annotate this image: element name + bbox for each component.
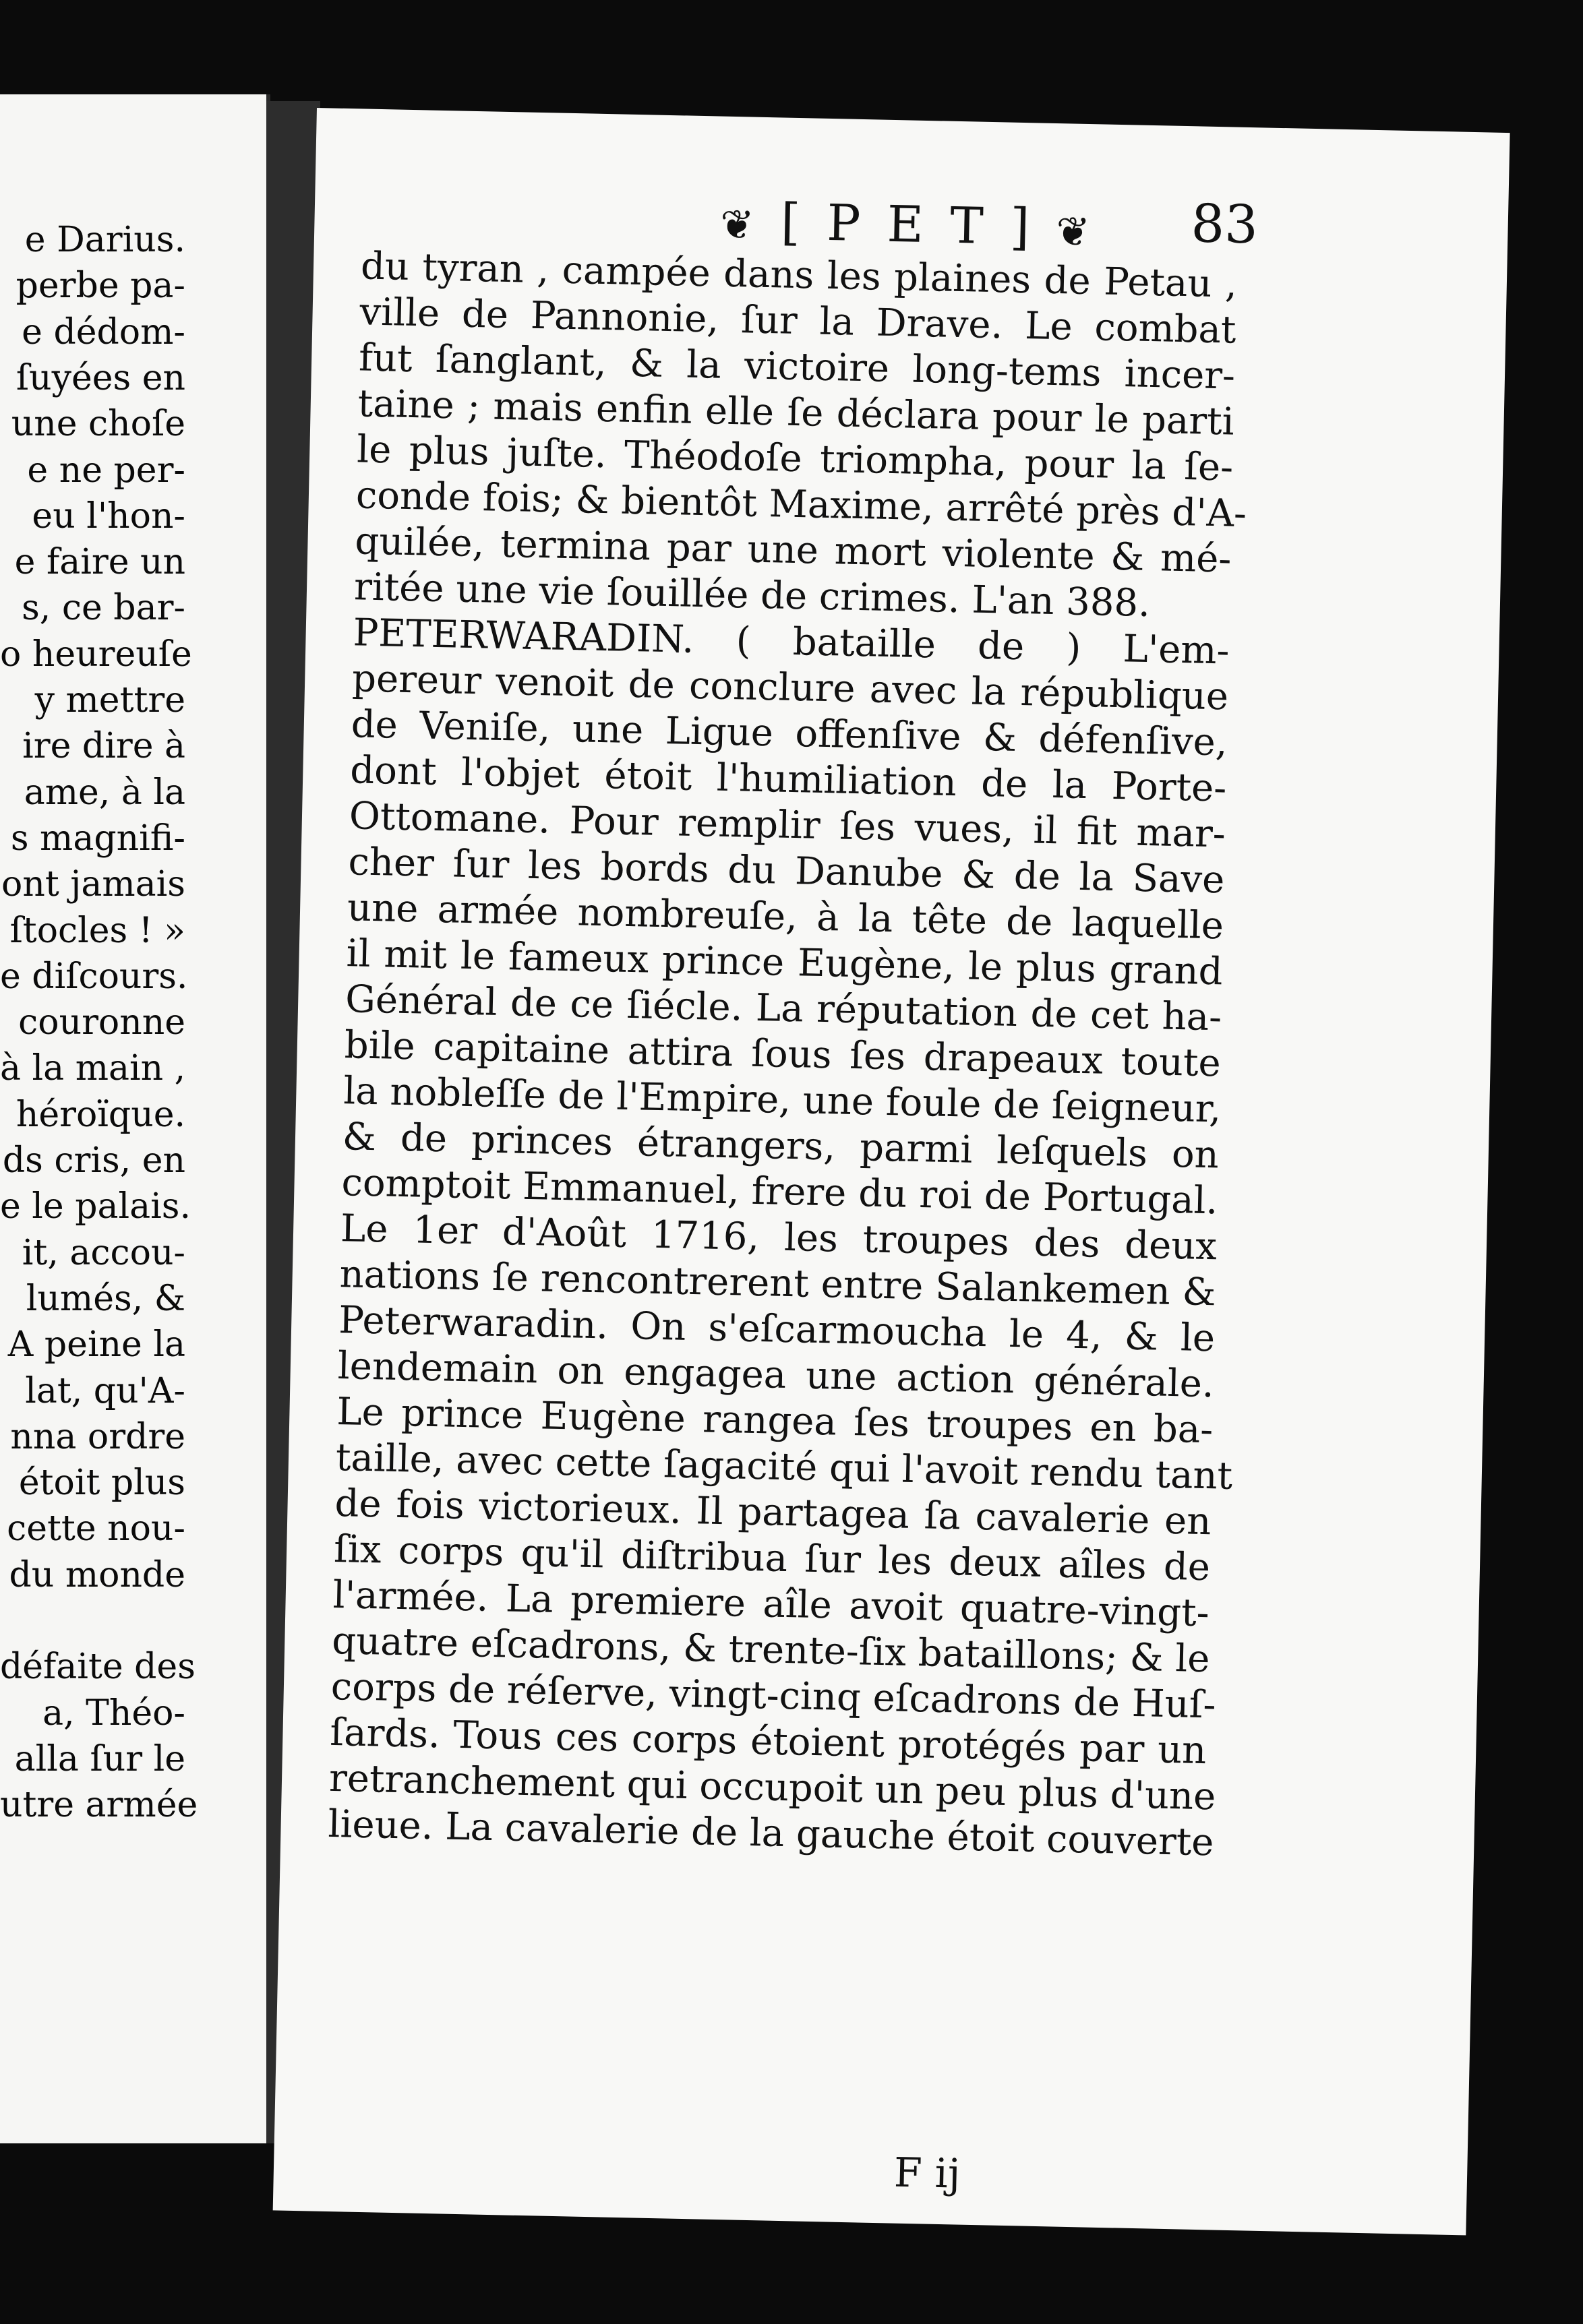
- text-line: bile capitaine attira ſous ſes drapeaux toute: [344, 1023, 1222, 1086]
- left-page-line: héroïque.: [16, 1094, 185, 1135]
- text-line: dont l'objet étoit l'humiliation de la Porte-: [349, 748, 1227, 811]
- left-page-line: couronne: [18, 1002, 185, 1043]
- text-line: conde fois; & bientôt Maxime, arrêté près d'A-: [355, 473, 1247, 537]
- left-page-line: ſuyées en: [16, 357, 185, 398]
- left-page-line: e ne per-: [27, 450, 185, 491]
- left-page-line: e faire un: [14, 542, 185, 583]
- text-line: ſards. Tous ces corps étoient protégés par un: [329, 1710, 1207, 1773]
- running-header-text: [ P E T ]: [780, 193, 1036, 257]
- text-line: cher ſur les bords du Danube & de la Save: [347, 840, 1225, 903]
- text-line: lieue. La cavalerie de la gauche étoit couverte: [327, 1802, 1215, 1865]
- left-page-line: it, accou-: [22, 1232, 185, 1273]
- body-text: [327, 243, 1247, 1866]
- left-page-line: alla ſur le: [14, 1738, 185, 1779]
- text-line: & de princes étrangers, parmi leſquels on: [342, 1115, 1220, 1178]
- left-page-line: perbe pa-: [16, 266, 185, 307]
- left-page-line: ont jamais: [1, 864, 185, 905]
- left-page-line: ds cris, en: [2, 1140, 185, 1181]
- left-page-line: utre armée: [0, 1785, 198, 1826]
- left-page-line: a, Théo-: [42, 1692, 185, 1734]
- left-page-line: s, ce bar-: [22, 588, 185, 629]
- text-line: Peterwaradin. On s'eſcarmoucha le 4, & le: [338, 1298, 1216, 1361]
- text-line: taine ; mais enfin elle ſe déclara pour le parti: [357, 381, 1235, 444]
- left-page-line: du monde: [9, 1554, 185, 1595]
- text-line: quatre eſcadrons, & trente-ſix bataillons; & le: [331, 1618, 1211, 1682]
- text-line: Ottomane. Pour remplir ſes vues, il fit mar-: [349, 794, 1226, 857]
- left-page-line: e diſcours.: [0, 956, 188, 997]
- text-line: retranchement qui occupoit un peu plus d'une: [328, 1756, 1216, 1819]
- left-page-line: e le palais.: [0, 1186, 191, 1227]
- left-page-line: y mettre: [34, 680, 185, 721]
- ornament-left-icon: ❦: [719, 201, 760, 249]
- left-page-line: ame, à la: [24, 772, 185, 813]
- text-line: une armée nombreuſe, à la tête de laquelle: [347, 886, 1224, 948]
- left-page-line: A peine la: [7, 1324, 185, 1366]
- text-line: taille, avec cette ſagacité qui l'avoit rendu tant: [335, 1436, 1233, 1498]
- text-line: corps de réſerve, vingt-cinq eſcadrons de Huſ-: [330, 1664, 1217, 1727]
- text-line: comptoit Emmanuel, frere du roi de Portugal.: [340, 1161, 1219, 1223]
- text-line: quilée, termina par une mort violente & mé-: [354, 519, 1232, 582]
- text-line: fut ſanglant, & la victoire long-tems incer-: [358, 336, 1236, 398]
- left-page-line: nna ordre: [10, 1416, 185, 1457]
- page-number: 83: [1190, 193, 1259, 256]
- text-line: le plus juſte. Théodoſe triompha, pour la ſe-: [356, 427, 1234, 490]
- text-line: pereur venoit de conclure avec la république: [351, 656, 1229, 719]
- left-page-line: e Darius.: [24, 220, 185, 260]
- text-line: de fois victorieux. Il partagea ſa cavalerie en: [334, 1481, 1212, 1544]
- left-page-line: une choſe: [11, 404, 185, 445]
- text-line: ville de Pannonie, ſur la Drave. Le combat: [359, 290, 1237, 353]
- left-page-line: ſtocles ! »: [9, 910, 185, 951]
- left-page-line: étoit plus: [18, 1463, 185, 1504]
- left-page-line: o heureuſe: [0, 634, 192, 675]
- left-page-line: lumés, &: [26, 1278, 185, 1319]
- text-line: de Veniſe, une Ligue offenſive & défenſive,: [351, 702, 1228, 765]
- text-line: Le 1er d'Août 1716, les troupes des deux: [340, 1206, 1218, 1269]
- text-line: l'armée. La premiere aîle avoit quatre-vingt-: [332, 1572, 1210, 1636]
- left-page-line: lat, qu'A-: [25, 1370, 185, 1411]
- right-page: [273, 108, 1510, 2235]
- text-line: lendemain on engagea une action générale.: [337, 1344, 1215, 1407]
- left-page-line: s magnifi-: [10, 818, 185, 859]
- text-line: ſix corps qu'il diſtribua ſur les deux aîles de: [333, 1527, 1211, 1590]
- text-line: Général de ce ſiécle. La réputation de cet ha-: [345, 977, 1222, 1040]
- left-page-line: cette nou-: [7, 1508, 185, 1550]
- left-page-line: défaite des: [0, 1647, 196, 1688]
- text-line: la nobleſſe de l'Empire, une foule de ſeigneur,: [342, 1069, 1222, 1132]
- text-line: nations ſe rencontrerent entre Salankemen &: [339, 1252, 1217, 1315]
- left-page-line: eu l'hon-: [32, 495, 185, 537]
- ornament-right-icon: ❦: [1055, 208, 1096, 256]
- text-line: PETERWARADIN. ( bataille de ) L'em-: [353, 611, 1230, 673]
- signature-mark: F ij: [893, 2149, 961, 2198]
- left-page-line: ire dire à: [22, 726, 185, 767]
- left-page-line: à la main ,: [0, 1048, 186, 1089]
- text-line: Le prince Eugène rangea ſes troupes en ba-: [336, 1390, 1214, 1452]
- text-line: il mit le fameux prince Eugène, le plus grand: [346, 931, 1224, 994]
- text-line: du tyran , campée dans les plaines de Petau ,: [360, 244, 1238, 307]
- text-line: ritée une vie ſouillée de crimes. L'an 388.: [353, 565, 1151, 626]
- left-page-line: e dédom-: [22, 311, 185, 353]
